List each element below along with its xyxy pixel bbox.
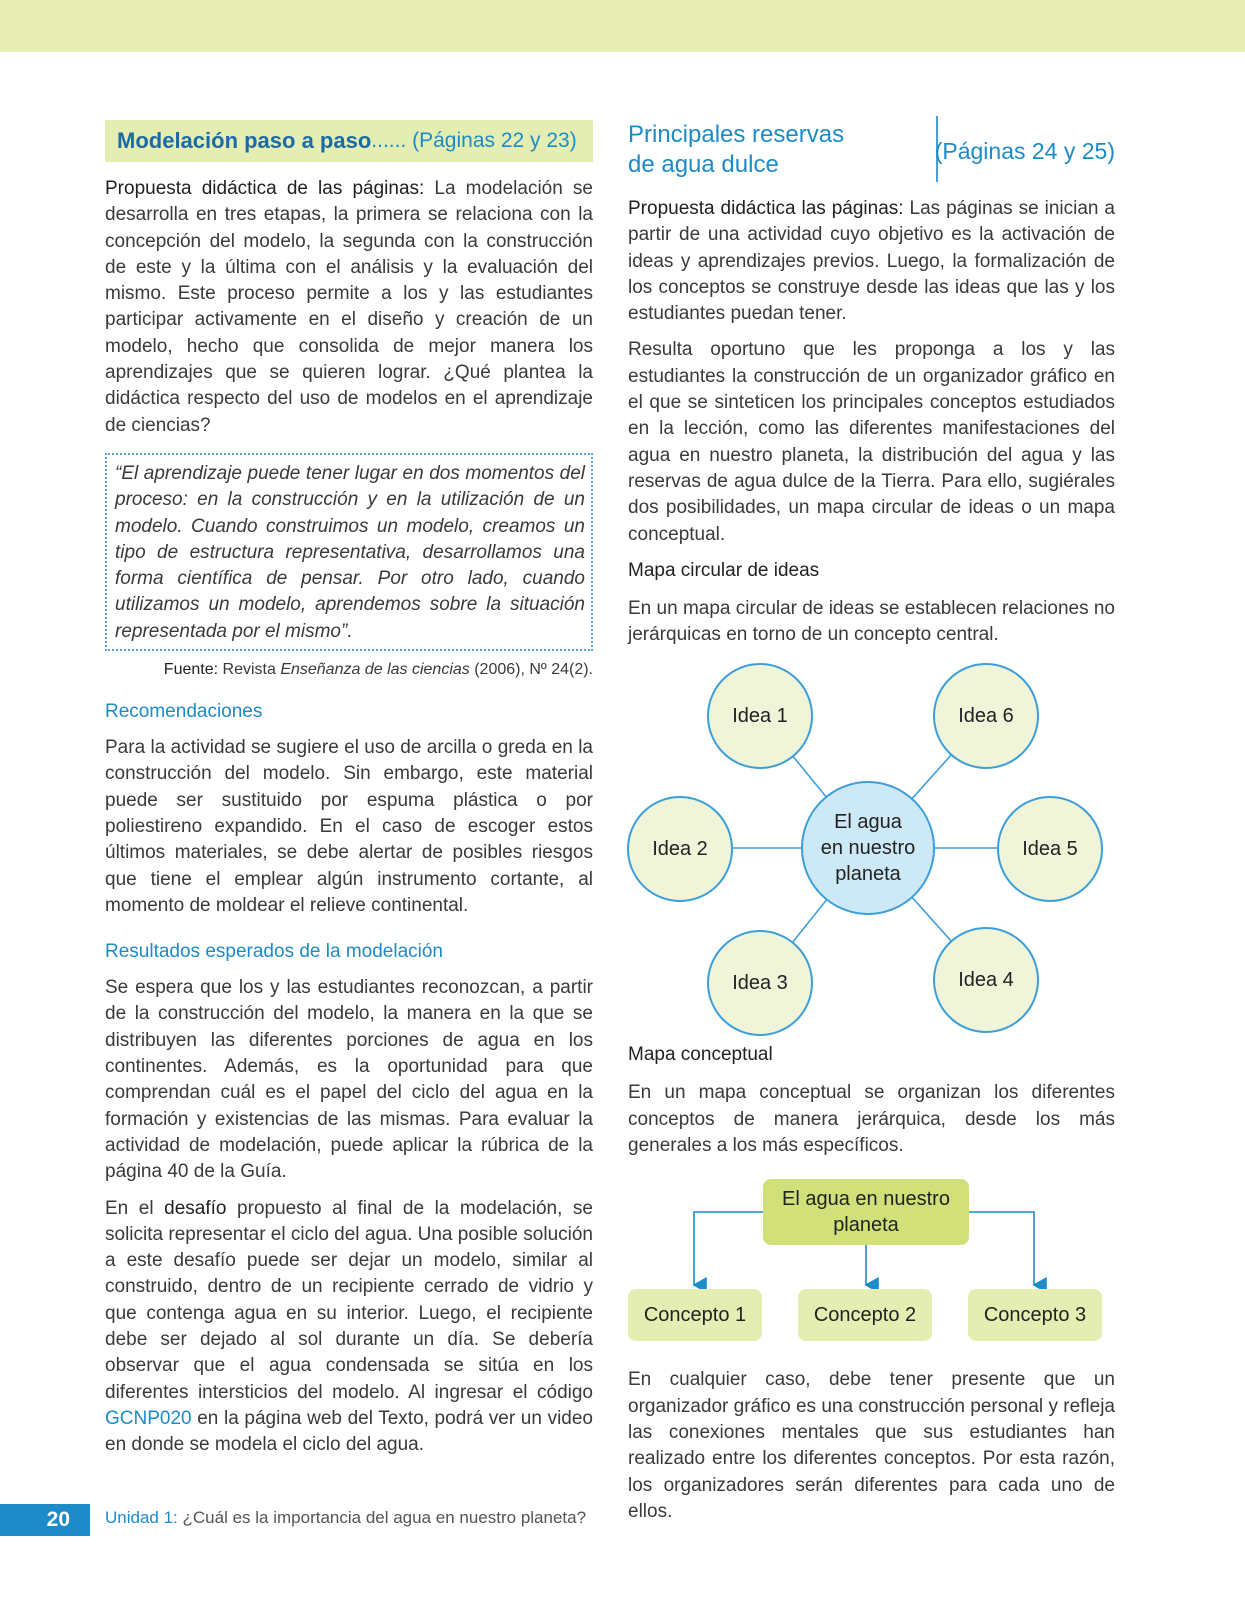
quote-source: Fuente: Revista Enseñanza de las ciencias (2006), Nº 24(2).: [163, 661, 593, 679]
code-link[interactable]: GCNP020: [105, 1407, 192, 1429]
right-pages: (Páginas 24 y 25): [934, 138, 1115, 164]
idea-6-node: Idea 6: [933, 663, 1039, 769]
concept-map-diagram: [628, 1179, 1115, 1359]
section-title: Modelación paso a paso: [117, 128, 372, 153]
recomendaciones-text: Para la actividad se sugiere el uso de arcilla o greda en la construcción del modelo. Sin embargo, este material puede ser sustituido por espuma plástica o por poliestireno expandido. En el caso de escoger estos últimos materiales, se debe alertar de posibles riesgos que tiene el emplear algún instrumento cortante, al momento de moldear el relieve continental.: [105, 737, 593, 916]
idea-5-node: Idea 5: [997, 796, 1103, 902]
desafio-paragraph: En el desafío propuesto al final de la modelación, se solicita representar el ciclo del agua. Una posible solución a este desafío puede ser dejar un modelo, similar al construido, dentro de un recipiente cerrado de vidrio y que contenga agua en su interior. Luego, el recipiente debe ser dejado al sol durante un día. Se debería observar que el agua condensada se sitúa en los diferentes intersticios del modelo. Al ingresar el código GCNP020 en la página web del Texto, podrá ver un video en donde se modela el ciclo del agua.: [105, 1197, 593, 1456]
mapa-circular-title: Mapa circular de ideas: [628, 559, 820, 581]
mapa-circular-text: En un mapa circular de ideas se establecen relaciones no jerárquicas en torno de un concepto central.: [628, 597, 1115, 646]
center-node: El agua en nuestro planeta: [801, 781, 935, 915]
closing-paragraph: En cualquier caso, debe tener presente que un organizador gráfico es una construcción personal y refleja las conexiones mentales que sus estudiantes han realizado entre los diferentes conceptos. Por esta razón, los organizadores serán diferentes para cada uno de ellos.: [628, 1369, 1115, 1522]
section-pages: ...... (Páginas 22 y 23): [371, 129, 577, 152]
mapa-conceptual-text: En un mapa conceptual se organizan los diferentes conceptos de manera jerárquica, desde los más generales a los más específicos.: [628, 1082, 1115, 1157]
top-band: [0, 0, 1245, 52]
right-title: Principales reservas de agua dulce: [628, 121, 845, 178]
concept-2-box: Concepto 2: [798, 1289, 932, 1341]
recomendaciones-title: Recomendaciones: [105, 701, 263, 723]
quote-text: “El aprendizaje puede tener lugar en dos momentos del proceso: en la construcción y en la utilización de un modelo. Cuando construimos un modelo, creamos un tipo de estructura representativa, desarrollamos una forma científica de pensar. Por otro lado, cuando utilizamos un modelo, aprendemos sobre la situación representada por el mismo”.: [115, 462, 585, 642]
right-heading: [628, 120, 1115, 188]
idea-4-node: Idea 4: [933, 927, 1039, 1033]
right-para2: Resulta oportuno que les proponga a los y las estudiantes la construcción de un organizador gráfico en el que se sinteticen los principales conceptos estudiados en la lección, como las diferentes manifestaciones del agua en nuestro planeta, la distribución del agua y las reservas de agua dulce de la Tierra. Para ello, sugiérales dos posibilidades, un mapa circular de ideas o un mapa conceptual.: [628, 339, 1115, 545]
footer-unit-text: Unidad 1: ¿Cuál es la importancia del agua en nuestro planeta?: [105, 1508, 587, 1527]
section-heading-modelacion: [105, 120, 593, 162]
concept-1-box: Concepto 1: [628, 1289, 762, 1341]
idea-3-node: Idea 3: [707, 930, 813, 1036]
right-intro: Propuesta didáctica las páginas: Las páginas se inician a partir de una actividad cuyo objetivo es la activación de ideas y aprendizajes previos. Luego, la formalización de los conceptos se construye desde las ideas que las y los estudiantes puedan tener.: [628, 198, 1115, 325]
resultados-text: Se espera que los y las estudiantes reconozcan, a partir de la construcción del modelo, la manera en la que se distribuyen las diferentes porciones de agua en los continentes. Además, es la oportunidad para que comprendan cuál es el papel del ciclo del agua en la formación y existencias de las mismas. Para evaluar la actividad de modelación, puede aplicar la rúbrica de la página 40 de la Guía.: [105, 977, 593, 1183]
left-column: [105, 120, 593, 1458]
concept-3-box: Concepto 3: [968, 1289, 1102, 1341]
page-number: 20: [0, 1504, 90, 1536]
quote-box: [105, 453, 593, 651]
intro-label: Propuesta didáctica de las páginas:: [105, 178, 425, 199]
mapa-conceptual-title: Mapa conceptual: [628, 1044, 773, 1066]
right-column: [628, 120, 1115, 1525]
circle-map-diagram: [628, 648, 1115, 1038]
concept-top-box: El agua en nuestro planeta: [763, 1179, 969, 1245]
desafio-word: desafío: [164, 1197, 227, 1219]
idea-2-node: Idea 2: [627, 796, 733, 902]
resultados-title: Resultados esperados de la modelación: [105, 941, 443, 963]
idea-1-node: Idea 1: [707, 663, 813, 769]
intro-paragraph: [105, 176, 593, 439]
intro-text: La modelación se desarrolla en tres etapas, la primera se relaciona con la concepción del modelo, la segunda con la construcción de este y la última con el análisis y la evaluación del mismo. Este proceso permite a los y las estudiantes participar activamente en el diseño y creación de un modelo, hecho que consolida de mejor manera los aprendizajes que se quieren lograr. ¿Qué plantea la didáctica respecto del uso de modelos en el aprendizaje de ciencias?: [105, 178, 593, 436]
